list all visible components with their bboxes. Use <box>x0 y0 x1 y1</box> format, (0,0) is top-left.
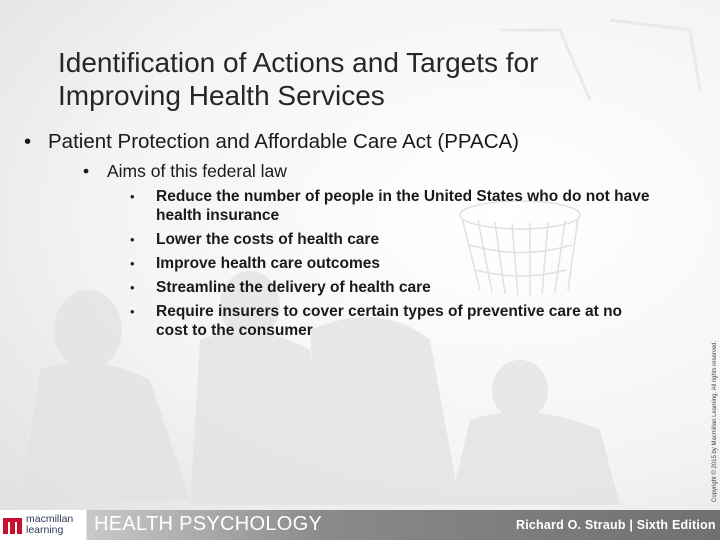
footer-bar <box>0 510 720 540</box>
bullet-dot: • <box>83 161 90 181</box>
bullet-dot: • <box>24 130 32 153</box>
publisher-logo <box>0 510 86 540</box>
aim-text: Improve health care outcomes <box>156 255 380 272</box>
list-item <box>130 278 670 297</box>
bullet-dot: • <box>130 256 135 271</box>
aim-text: Lower the costs of health care <box>156 231 380 248</box>
list-item <box>130 302 670 340</box>
copyright-note: Copyright © 2015 by Macmillan Learning. All rights reserved. <box>712 340 718 502</box>
aim-text: Reduce the number of people in the United States who do not have health insurance <box>156 188 650 224</box>
list-item <box>130 254 670 273</box>
author-edition: Richard O. Straub | Sixth Edition <box>516 518 716 532</box>
publisher-line-1: macmillan <box>26 513 74 525</box>
bullet-dot: • <box>130 232 135 247</box>
bullet-dot: • <box>130 280 135 295</box>
list-item <box>130 187 670 225</box>
bullet-dot: • <box>130 189 135 204</box>
publisher-name <box>26 514 73 536</box>
bullet-dot: • <box>130 304 135 319</box>
slide-title: Identification of Actions and Targets for Improving Health Services <box>58 47 539 111</box>
bullet-ppaca-text: Patient Protection and Affordable Care Act (PPACA) <box>48 130 519 153</box>
aim-text: Streamline the delivery of health care <box>156 279 431 296</box>
bullet-aims-text: Aims of this federal law <box>107 161 287 181</box>
publisher-line-2: learning <box>26 524 64 536</box>
bullet-aims <box>83 161 643 182</box>
bullet-ppaca <box>24 130 684 154</box>
aims-list <box>130 187 670 345</box>
book-title: HEALTH PSYCHOLOGY <box>94 513 323 535</box>
list-item <box>130 230 670 249</box>
macmillan-logo-icon <box>3 516 23 536</box>
aim-text: Require insurers to cover certain types of preventive care at no cost to the consumer <box>156 303 623 339</box>
